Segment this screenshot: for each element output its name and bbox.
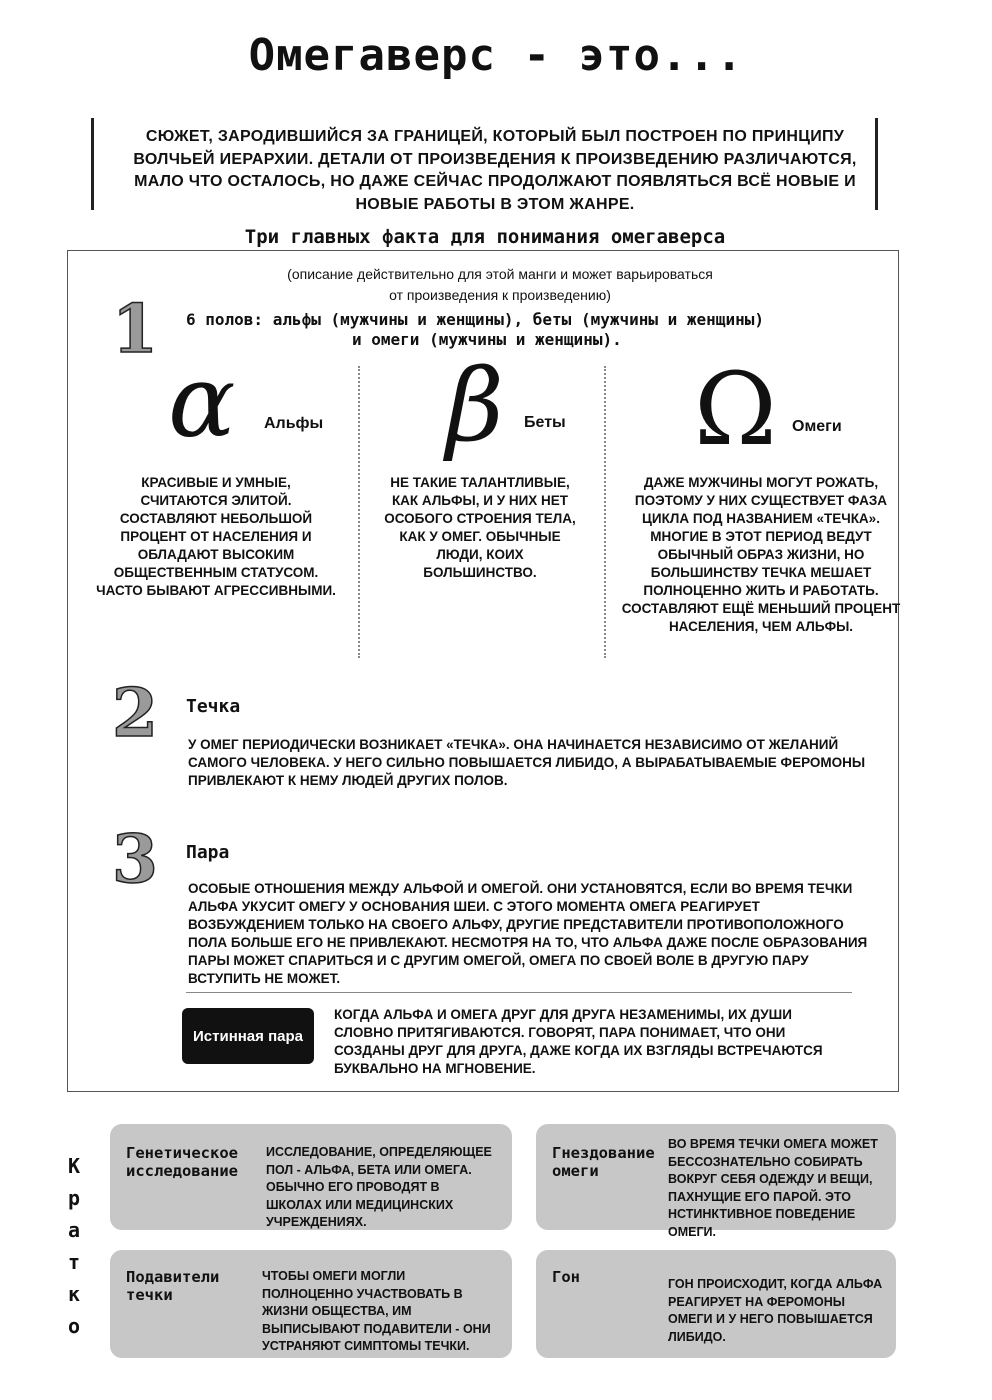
point-1-heading: [186, 310, 826, 350]
point-2-text: У ОМЕГ ПЕРИОДИЧЕСКИ ВОЗНИКАЕТ «ТЕЧКА». ОНА НАЧИНАЕТСЯ НЕЗАВИСИМО ОТ ЖЕЛАНИЙ САМОГО ЧЕЛОВЕКА. У НЕГО СИЛЬНО ПОВЫШАЕТСЯ ЛИБИДО, А ВЫРАБАТЫВАЕМЫЕ ФЕРОМОНЫ ПРИВЛЕКАЮТ К НЕМУ ЛЮДЕЙ ДРУГИХ ПОЛОВ.: [188, 737, 866, 788]
omega-description: ДАЖЕ МУЖЧИНЫ МОГУТ РОЖАТЬ, ПОЭТОМУ У НИХ СУЩЕСТВУЕТ ФАЗА ЦИКЛА ПОД НАЗВАНИЕМ «ТЕЧКА». МНОГИЕ В ЭТОТ ПЕРИОД ВЕДУТ ОБЫЧНЫЙ ОБРАЗ ЖИЗНИ, НО БОЛЬШИНСТВУ ТЕЧКА МЕШАЕТ ПОЛНОЦЕННО ЖИТЬ И РАБОТАТЬ. СОСТАВЛЯЮТ ЕЩЁ МЕНЬШИЙ ПРОЦЕНТ НАСЕЛЕНИЯ, ЧЕМ АЛЬФЫ.: [621, 475, 901, 634]
point-1-heading-line-2: и омеги (мужчины и женщины).: [352, 330, 622, 349]
glossary-card-nesting: [536, 1124, 896, 1239]
point-2-heading: Течка: [186, 696, 241, 717]
point-1-number: 1: [112, 290, 158, 368]
glossary-card-genetic-test: [110, 1124, 512, 1230]
beta-description: НЕ ТАКИЕ ТАЛАНТЛИВЫЕ, КАК АЛЬФЫ, И У НИХ НЕТ ОСОБОГО СТРОЕНИЯ ТЕЛА, КАК У ОМЕГ. ОБЫЧНЫЕ ЛЮДИ, КОИХ БОЛЬШИНСТВО.: [384, 475, 576, 580]
point-1-heading-line-1: 6 полов: альфы (мужчины и женщины), беты (мужчины и женщины): [186, 310, 764, 329]
glossary-term: [552, 1144, 655, 1180]
alpha-description: КРАСИВЫЕ И УМНЫЕ, СЧИТАЮТСЯ ЭЛИТОЙ. СОСТАВЛЯЮТ НЕБОЛЬШОЙ ПРОЦЕНТ ОТ НАСЕЛЕНИЯ И ОБЛАДАЮТ ВЫСОКИМ ОБЩЕСТВЕННЫМ СТАТУСОМ. ЧАСТО БЫВАЮТ АГРЕССИВНЫМИ.: [96, 475, 336, 598]
glossary-term-line-2: исследование: [126, 1162, 238, 1180]
omega-symbol: Ω: [694, 351, 777, 468]
page-title: Омегаверс - это...: [248, 30, 744, 81]
true-pair-divider: [186, 992, 852, 993]
glossary-term-line-1: Гнездование: [552, 1144, 655, 1162]
facts-note-line-1: (описание действительно для этой манги и может варьироваться: [287, 266, 713, 282]
glossary-term-line-1: Подавители: [126, 1268, 220, 1286]
intro-left-bar: [91, 118, 94, 210]
glossary-term-line-2: омеги: [552, 1162, 599, 1180]
glossary-term-line-2: течки: [126, 1286, 173, 1304]
true-pair-badge: Истинная пара: [182, 1008, 314, 1064]
alpha-label: Альфы: [264, 415, 324, 432]
side-letter: а: [67, 1218, 81, 1242]
column-divider-2: [604, 366, 606, 658]
glossary-term: [552, 1268, 580, 1286]
glossary-definition: ГОН ПРОИСХОДИТ, КОГДА АЛЬФА РЕАГИРУЕТ НА ФЕРОМОНЫ ОМЕГИ И У НЕГО ПОВЫШАЕТСЯ ЛИБИДО.: [668, 1277, 883, 1344]
side-letter: о: [67, 1314, 81, 1338]
intro-right-bar: [875, 118, 878, 210]
glossary-term-line-1: Гон: [552, 1268, 580, 1286]
true-pair-text: КОГДА АЛЬФА И ОМЕГА ДРУГ ДЛЯ ДРУГА НЕЗАМЕНИМЫ, ИХ ДУШИ СЛОВНО ПРИТЯГИВАЮТСЯ. ГОВОРЯТ, ПАРА ПОНИМАЕТ, ЧТО ОНИ СОЗДАНЫ ДРУГ ДЛЯ ДРУГА, ДАЖЕ КОГДА ИХ ВЗГЛЯДЫ ВСТРЕЧАЮТСЯ БУКВАЛЬНО НА МГНОВЕНИЕ.: [334, 1007, 823, 1076]
facts-note-line-2: от произведения к произведению): [389, 287, 611, 303]
column-divider-1: [358, 366, 360, 658]
omega-label: Омеги: [792, 418, 842, 435]
side-letter: т: [67, 1250, 81, 1274]
facts-box-title: Три главных факта для понимания омегаверса: [190, 226, 780, 248]
side-letter: к: [67, 1282, 81, 1306]
point-3-number: 3: [112, 820, 158, 898]
glossary-term-line-1: Генетическое: [126, 1144, 238, 1162]
glossary-term: [126, 1268, 219, 1304]
glossary-definition: ЧТОБЫ ОМЕГИ МОГЛИ ПОЛНОЦЕННО УЧАСТВОВАТЬ В ЖИЗНИ ОБЩЕСТВА, ИМ ВЫПИСЫВАЮТ ПОДАВИТЕЛИ - ОНИ УСТРАНЯЮТ СИМПТОМЫ ТЕЧКИ.: [262, 1269, 491, 1353]
glossary-card-rut: [536, 1250, 896, 1358]
point-3-text: ОСОБЫЕ ОТНОШЕНИЯ МЕЖДУ АЛЬФОЙ И ОМЕГОЙ. ОНИ УСТАНОВЯТСЯ, ЕСЛИ ВО ВРЕМЯ ТЕЧКИ АЛЬФА УКУСИТ ОМЕГУ У ОСНОВАНИЯ ШЕИ. С ЭТОГО МОМЕНТА ОМЕГА РЕАГИРУЕТ ВОЗБУЖДЕНИЕМ ТОЛЬКО НА СВОЕГО АЛЬФУ, ДРУГИЕ ПРЕДСТАВИТЕЛИ ПРОТИВОПОЛОЖНОГО ПОЛА БОЛЬШЕ ЕГО НЕ ПРИВЛЕКАЮТ. НЕСМОТРЯ НА ТО, ЧТО АЛЬФА ДАЖЕ ПОСЛЕ ОБРАЗОВАНИЯ ПАРЫ МОЖЕТ СПАРИТЬСЯ И С ДРУГИМ ОМЕГОЙ, ОМЕГА ПО СВОЕЙ ВОЛЕ В ДРУГУЮ ПАРУ ВСТУПИТЬ НЕ МОЖЕТ.: [188, 881, 868, 986]
beta-symbol: β: [446, 347, 504, 464]
point-2-number: 2: [112, 674, 158, 752]
point-3-heading: Пара: [186, 842, 230, 863]
glossary-definition: ИССЛЕДОВАНИЕ, ОПРЕДЕЛЯЮЩЕЕ ПОЛ - АЛЬФА, БЕТА ИЛИ ОМЕГА. ОБЫЧНО ЕГО ПРОВОДЯТ В ШКОЛАХ ИЛИ МЕДИЦИНСКИХ УЧРЕЖДЕНИЯХ.: [266, 1145, 492, 1229]
glossary-definition: ВО ВРЕМЯ ТЕЧКИ ОМЕГА МОЖЕТ БЕССОЗНАТЕЛЬНО СОБИРАТЬ ВОКРУГ СЕБЯ ОДЕЖДУ И ВЕЩИ, ПАХНУЩИЕ ЕГО ПАРОЙ. ЭТО НСТИНКТИВНОЕ ПОВЕДЕНИЕ ОМЕГИ.: [668, 1137, 878, 1239]
side-letter: р: [67, 1186, 81, 1210]
intro-text: СЮЖЕТ, ЗАРОДИВШИЙСЯ ЗА ГРАНИЦЕЙ, КОТОРЫЙ БЫЛ ПОСТРОЕН ПО ПРИНЦИПУ ВОЛЧЬЕЙ ИЕРАРХИИ. ДЕТАЛИ ОТ ПРОИЗВЕДЕНИЯ К ПРОИЗВЕДЕНИЮ РАЗЛИЧАЮТСЯ, МАЛО ЧТО ОСТАЛОСЬ, НО ДАЖЕ СЕЙЧАС ПРОДОЛЖАЮТ ПОЯВЛЯТЬСЯ ВСЁ НОВЫЕ И НОВЫЕ РАБОТЫ В ЭТОМ ЖАНРЕ.: [133, 128, 857, 213]
side-letter: К: [67, 1154, 81, 1178]
side-word-kratko: [64, 1150, 84, 1342]
beta-label: Беты: [524, 414, 566, 431]
glossary-term: [126, 1144, 238, 1180]
alpha-symbol: α: [168, 343, 236, 460]
facts-note: [200, 264, 800, 306]
glossary-card-suppressants: [110, 1250, 512, 1358]
